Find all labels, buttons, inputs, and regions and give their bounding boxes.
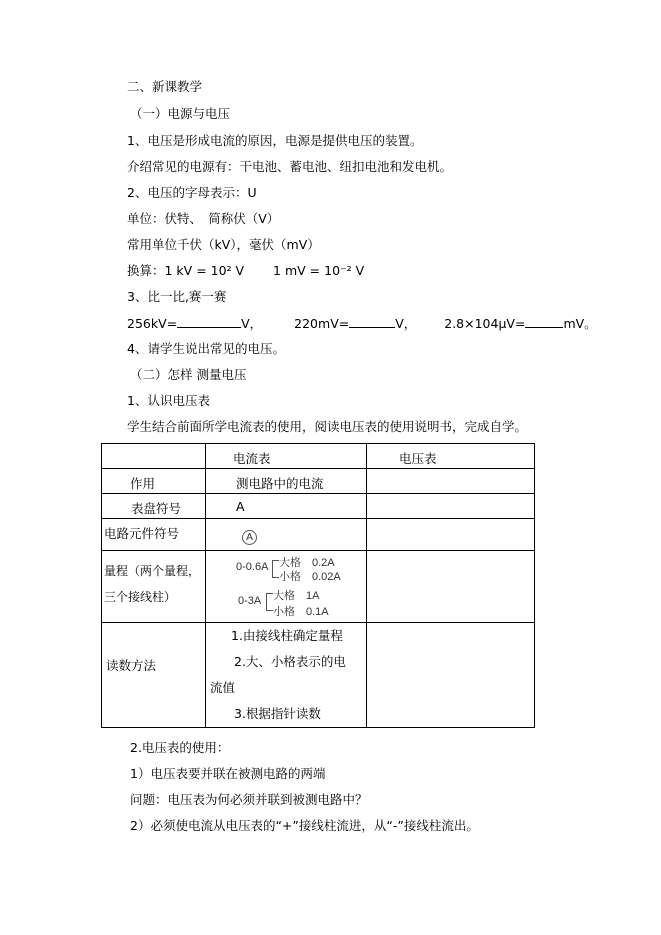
- table-row: [102, 551, 535, 623]
- line-0: 二、新课教学: [127, 79, 203, 94]
- range1-small: 小格 0.02A: [279, 571, 341, 583]
- line-7: 换算：1 kV = 10² V 1 mV = 10⁻² V: [127, 263, 365, 278]
- cell-text: A: [236, 499, 245, 514]
- row-label-function: 作用: [130, 476, 156, 491]
- reading-step-2: 2.大、小格表示的电: [234, 654, 346, 669]
- table-cell: [102, 551, 206, 623]
- row-label-dial: 表盘符号: [131, 501, 182, 516]
- table-cell: [206, 469, 367, 494]
- table-cell: [102, 469, 206, 494]
- exercise-a-suffix: V，: [241, 316, 263, 331]
- row-label-range-1: 量程（两个量程，: [104, 564, 201, 578]
- cell-text: 测电路中的电流: [236, 476, 324, 491]
- range2-name: 0-3A: [238, 595, 262, 607]
- line-11: 1、认识电压表: [127, 393, 210, 408]
- line-15: 问题：电压表为何必须并联到被测电路中？: [130, 792, 368, 807]
- exercise-a-prefix: 256kV=: [127, 316, 178, 331]
- line-1: （一）电源与电压: [130, 106, 231, 121]
- table-header-cell: [206, 444, 367, 469]
- exercise-c-prefix: 2.8×104μV=: [444, 316, 526, 331]
- table-row: [102, 469, 535, 494]
- table-row: [102, 494, 535, 519]
- row-label-reading: 读数方法: [106, 658, 157, 673]
- line-9: 4、请学生说出常见的电压。: [127, 341, 285, 356]
- table-cell: [367, 519, 535, 551]
- table-cell: [367, 551, 535, 623]
- reading-step-3: 3.根据指针读数: [234, 706, 321, 721]
- exercise-b-suffix: V，: [395, 316, 417, 331]
- line-14: 1）电压表要并联在被测电路的两端: [130, 766, 326, 781]
- header-ammeter: 电流表: [233, 451, 271, 466]
- line-6: 常用单位千伏（kV），毫伏（mV）: [127, 237, 320, 252]
- line-3: 介绍常见的电源有：干电池、蓄电池、纽扣电池和发电机。: [127, 159, 453, 174]
- table-header-cell: [102, 444, 206, 469]
- line-2: 1、电压是形成电流的原因，电源是提供电压的装置。: [127, 133, 423, 148]
- range2-bracket: [266, 593, 273, 611]
- table-header-cell: [367, 444, 535, 469]
- line-12: 学生结合前面所学电流表的使用，阅读电压表的使用说明书，完成自学。: [127, 419, 528, 434]
- table-header-row: [102, 444, 535, 469]
- exercise-line: [127, 315, 597, 332]
- reading-step-2-cont: 流值: [210, 680, 236, 695]
- table-cell: [367, 623, 535, 728]
- line-8: 3、比一比,赛一赛: [127, 289, 227, 304]
- range1-bracket: [272, 560, 279, 578]
- range2-small: 小格 0.1A: [273, 606, 329, 618]
- table-cell: [367, 469, 535, 494]
- exercise-c-blank: [525, 315, 563, 328]
- table-cell: [206, 623, 367, 728]
- exercise-c-suffix: mV。: [563, 316, 597, 331]
- exercise-a-blank: [177, 315, 241, 328]
- range1-big: 大格 0.2A: [279, 557, 335, 569]
- line-13: 2.电压表的使用：: [130, 740, 230, 755]
- table-cell: [102, 623, 206, 728]
- table-cell: [102, 519, 206, 551]
- table-cell: [206, 494, 367, 519]
- table-cell: [206, 551, 367, 623]
- comparison-table: [101, 443, 535, 728]
- row-label-range-2: 三个接线柱）: [104, 590, 177, 604]
- range-diagram: [206, 551, 366, 622]
- line-16: 2）必须使电流从电压表的“+”接线柱流进，从“-”接线柱流出。: [130, 818, 479, 833]
- exercise-b-prefix: 220mV=: [294, 316, 350, 331]
- table-cell: [102, 494, 206, 519]
- line-10: （二）怎样 测量电压: [130, 367, 247, 382]
- table-row: [102, 623, 535, 728]
- header-voltmeter: 电压表: [399, 451, 437, 466]
- ammeter-circuit-symbol-icon: A: [242, 530, 257, 545]
- reading-step-1: 1.由接线柱确定量程: [231, 628, 343, 643]
- range2-big: 大格 1A: [273, 590, 320, 602]
- line-4: 2、电压的字母表示：U: [127, 185, 257, 200]
- table-cell: [206, 519, 367, 551]
- line-5: 单位：伏特、 简称伏（V）: [127, 211, 280, 226]
- row-label-symbol: 电路元件符号: [104, 526, 180, 541]
- range1-name: 0-0.6A: [236, 561, 269, 573]
- table-cell: [367, 494, 535, 519]
- table-row: [102, 519, 535, 551]
- exercise-b-blank: [349, 315, 395, 328]
